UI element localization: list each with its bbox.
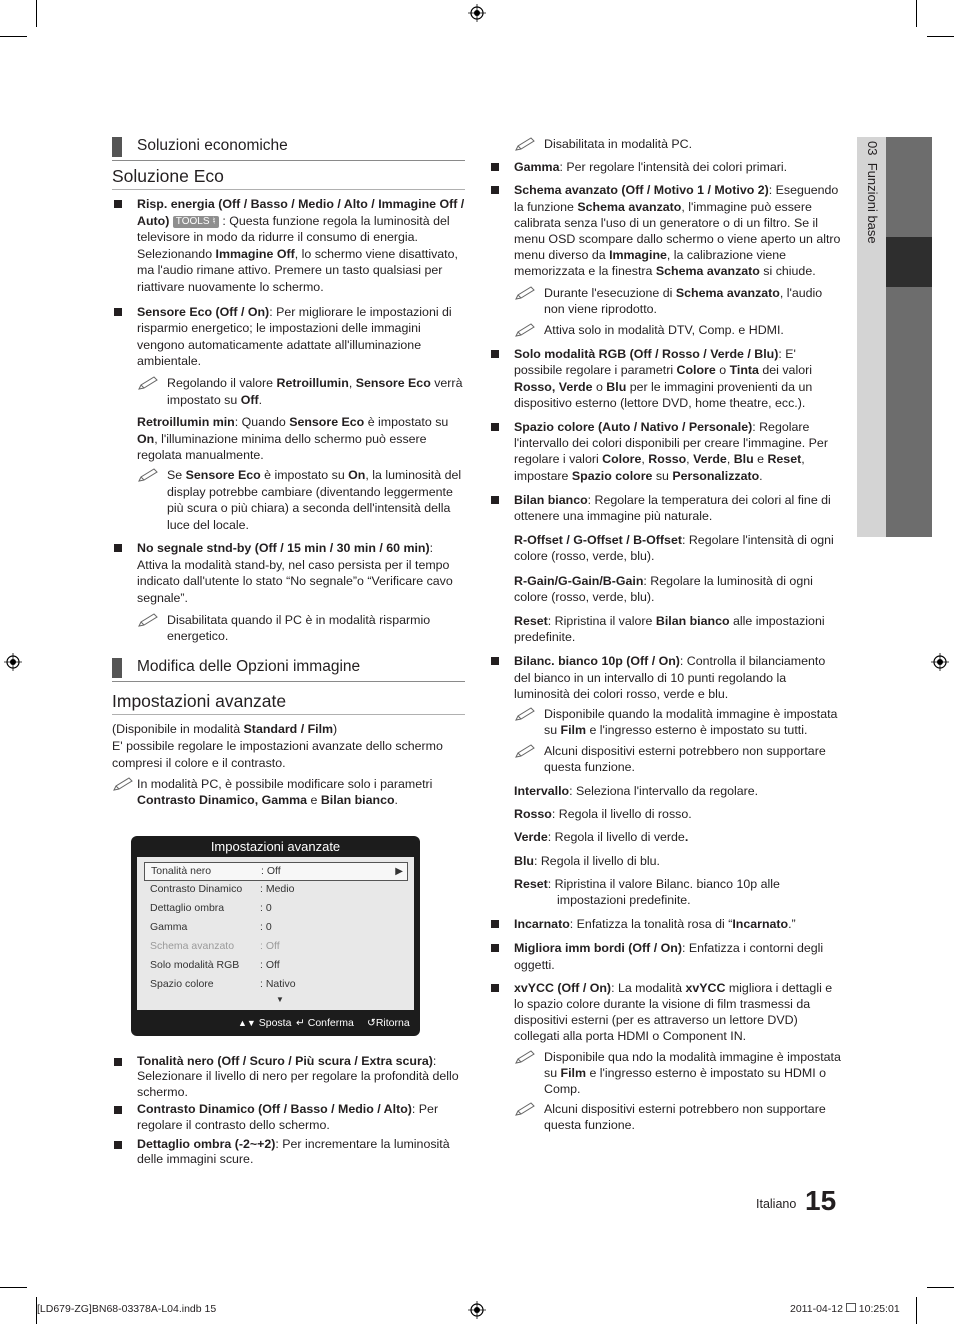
note: Attiva solo in modalità DTV, Comp. e HDMI. <box>514 322 843 338</box>
note: Durante l'esecuzione di Schema avanzato, l'audio non viene riprodotto. <box>514 285 843 317</box>
pencil-note-icon <box>137 467 161 483</box>
crop-mark <box>36 0 37 27</box>
section-heading: Soluzioni economiche <box>112 136 465 161</box>
osd-row-label: Contrasto Dinamico <box>150 883 243 895</box>
osd-row-selected[interactable] <box>144 862 408 881</box>
side-tab-dark <box>886 137 932 537</box>
right-column <box>489 136 843 1134</box>
osd-row-value: : Off <box>260 959 280 971</box>
bullet-item: Dettaglio ombra (-2~+2): Per incrementare la luminosità delle immagini scure. <box>112 1137 465 1168</box>
up-down-arrows-icon: ▲▼ <box>238 1018 256 1028</box>
bullet-item: Spazio colore (Auto / Nativo / Personale): Regolare l'intervallo dei colori disponibili per creare l'immagine. Per regolare i valori Colore, Rosso, Verde, Blu e Reset, impostare Spazio colore su Personalizzato. <box>489 419 843 484</box>
bullet-item: Bilanc. bianco 10p (Off / On): Controlla il bilanciamento del bianco in un intervallo di 10 punti regolando la luminosità dei colori rosso, verde e blu. <box>489 653 843 702</box>
osd-row[interactable] <box>144 881 406 898</box>
bullet-item: Migliora imm bordi (Off / On): Enfatizza i contorni degli oggetti. <box>489 940 843 972</box>
osd-row-value: : 0 <box>260 902 272 914</box>
osd-row-label: Dettaglio ombra <box>150 902 225 914</box>
crop-mark <box>916 1297 917 1324</box>
clock-icon <box>846 1303 856 1312</box>
chapter-side-tab <box>857 137 932 537</box>
pencil-note-icon <box>514 285 538 301</box>
osd-body <box>137 857 414 1010</box>
osd-row-disabled <box>144 938 406 955</box>
left-column <box>112 136 465 809</box>
note: Disabilitata in modalità PC. <box>514 136 843 152</box>
osd-row-value: : Medio <box>260 883 295 895</box>
note: Se Sensore Eco è impostato su On, la luminosità del display potrebbe cambiare (diventando leggermente più scura o più chiara) a seconda dell'intensità della luce del locale. <box>137 467 465 533</box>
paragraph: Reset: Ripristina il valore Bilanc. bianco 10p alle impostazioni predefinite. <box>514 876 780 907</box>
paragraph: Intervallo: Seleziona l'intervallo da regolare. <box>514 783 759 798</box>
osd-row-label: Schema avanzato <box>150 940 235 952</box>
paragraph: Blu: Regola il livello di blu. <box>514 853 661 868</box>
note: In modalità PC, è possibile modificare solo i parametri Contrasto Dinamico, Gamma e Bilan bianco. <box>112 776 465 809</box>
pencil-note-icon <box>137 612 161 628</box>
paragraph: (Disponibile in modalità Standard / Film) <box>112 721 338 736</box>
pencil-note-icon <box>514 743 538 759</box>
bullet-item: Sensore Eco (Off / On): Per migliorare le impostazioni di risparmio energetico; le impostazioni delle immagini vengono automaticamente adattate all'illuminazione ambientale. <box>112 304 465 370</box>
pencil-note-icon <box>514 136 538 152</box>
crop-mark <box>927 36 954 37</box>
bullet-item: Schema avanzato (Off / Motivo 1 / Motivo 2): Eseguendo la funzione Schema avanzato, l'immagine può essere calibrata senza l'uso di un generatore o di un filtro. Se il menu OSD scompare dallo schermo o viene aperto un altro menu diverso da Immagine, la calibrazione viene memorizzata e la finestra Schema avanzato si chiude. <box>489 182 843 279</box>
registration-mark-icon <box>4 653 22 671</box>
osd-row-label: Spazio colore <box>150 978 214 990</box>
osd-row-label: Tonalità nero <box>151 865 212 877</box>
page-number: 15 <box>805 1185 837 1216</box>
paragraph: R-Offset / G-Offset / B-Offset: Regolare l'intensità di ogni colore (rosso, verde, blu). <box>514 533 834 564</box>
arrow-down-icon: ▼ <box>276 995 284 1004</box>
tools-icon: TOOLS ♮ <box>173 216 219 228</box>
osd-title: Impostazioni avanzate <box>210 839 341 854</box>
pencil-note-icon <box>514 1049 538 1065</box>
arrow-right-icon: ▶ <box>395 866 403 877</box>
footer-language: Italiano <box>756 1197 797 1211</box>
print-slug: [LD679-ZG]BN68-03378A-L04.indb 15 <box>37 1303 217 1315</box>
osd-confirm-hint: ↵ Conferma <box>296 1017 354 1029</box>
note: Alcuni dispositivi esterni potrebbero non supportare questa funzione. <box>514 743 843 775</box>
osd-row-value: : 0 <box>260 921 272 933</box>
bullet-item: Bilan bianco: Regolare la temperatura dei colori al fine di ottenere una immagine più naturale. <box>489 492 843 524</box>
osd-row-value: : Off <box>260 940 280 952</box>
bullet-item: Contrasto Dinamico (Off / Basso / Medio / Alto): Per regolare il contrasto dello schermo. <box>112 1102 465 1133</box>
osd-row[interactable] <box>144 957 406 974</box>
bullet-item: Risp. energia (Off / Basso / Medio / Alto / Immagine Off / Auto) TOOLS ♮ : Questa funzione regola la luminosità del televisore in modo da ridurre il consumo di energia. Selezionando Immagine Off, lo schermo viene disattivato, ma l'audio rimane attivo. Premere un tasto qualsiasi per riattivare nuovamente lo schermo. <box>112 196 465 296</box>
subsection-heading: Impostazioni avanzate <box>112 690 465 715</box>
note: Disponibile qua ndo la modalità immagine è impostata su Film e l'ingresso esterno è impostato su HDMI o Comp. <box>514 1049 843 1098</box>
pencil-note-icon <box>137 375 161 391</box>
print-timestamp: 2011-04-12 10:25:01 <box>790 1303 900 1315</box>
osd-row[interactable] <box>144 900 406 917</box>
crop-mark <box>916 0 917 27</box>
note: Disponibile quando la modalità immagine è impostata su Film e l'ingresso esterno è impostato su tutti. <box>514 706 843 738</box>
bullet-item: Tonalità nero (Off / Scuro / Più scura / Extra scura): Selezionare il livello di nero per regolare la profondità dello schermo. <box>112 1054 465 1100</box>
paragraph: Verde: Regola il livello di verde. <box>514 830 689 845</box>
paragraph: Retroillumin min: Quando Sensore Eco è impostato su On, l'illuminazione minima dello schermo può essere regolata manualmente. <box>137 415 449 463</box>
registration-mark-icon <box>468 1301 486 1319</box>
osd-row-value: : Off <box>261 865 281 877</box>
crop-mark <box>927 1287 954 1288</box>
osd-row-label: Gamma <box>150 921 188 933</box>
paragraph: Reset: Ripristina il valore Bilan bianco alle impostazioni predefinite. <box>514 614 825 645</box>
pencil-note-icon <box>514 1101 538 1117</box>
section-heading: Modifica delle Opzioni immagine <box>112 657 465 682</box>
osd-row[interactable] <box>144 919 406 936</box>
pencil-note-icon <box>514 322 538 338</box>
pencil-note-icon <box>112 776 136 792</box>
osd-row[interactable] <box>144 976 406 993</box>
paragraph: E' possibile regolare le impostazioni avanzate dello schermo compresi il colore e il contrasto. <box>112 739 443 771</box>
crop-mark <box>0 36 27 37</box>
enter-icon: ↵ <box>296 1017 305 1029</box>
pencil-note-icon <box>514 706 538 722</box>
osd-row-value: : Nativo <box>260 978 296 990</box>
crop-mark <box>0 1287 27 1288</box>
left-column-lower <box>112 1054 465 1168</box>
chapter-label: 03 Funzioni base <box>865 141 880 244</box>
bullet-item: Incarnato: Enfatizza la tonalità rosa di “Incarnato.” <box>489 916 843 932</box>
bullet-item: Solo modalità RGB (Off / Rosso / Verde / Blu): E' possibile regolare i parametri Colore o Tinta dei valori Rosso, Verde o Blu per le immagini provenienti da un dispositivo esterno (lettore DVD, home theatre, ecc.). <box>489 346 843 411</box>
bullet-item: Gamma: Per regolare l'intensità dei colori primari. <box>489 159 843 175</box>
osd-footer <box>131 1013 420 1033</box>
note: Disabilitata quando il PC è in modalità risparmio energetico. <box>137 612 465 645</box>
paragraph: R-Gain/G-Gain/B-Gain: Regolare la luminosità di ogni colore (rosso, verde, blu). <box>514 573 813 604</box>
bullet-item: No segnale stnd-by (Off / 15 min / 30 min / 60 min): Attiva la modalità stand-by, nel caso persista per il tempo indicato dall'utente lo stato “No segnale”o “Verificare cavo segnale”. <box>112 540 465 606</box>
side-tab-current-marker <box>886 237 932 287</box>
osd-row-label: Solo modalità RGB <box>150 959 240 971</box>
registration-mark-icon <box>468 4 486 22</box>
osd-move-hint: ▲▼ Sposta <box>238 1017 292 1029</box>
osd-menu-advanced-settings <box>131 836 420 1036</box>
bullet-item: xvYCC (Off / On): La modalità xvYCC migliora i dettagli e lo spazio colore durante la visione di film trasmessi da dispositivi esterni (per es attraverso un lettore DVD) collegati alla porta HDMI o Component IN. <box>489 980 843 1045</box>
registration-mark-icon <box>931 653 949 671</box>
paragraph: Rosso: Regola il livello di rosso. <box>514 807 692 822</box>
note: Alcuni dispositivi esterni potrebbero non supportare questa funzione. <box>514 1101 843 1133</box>
note: Regolando il valore Retroillumin, Sensore Eco verrà impostato su Off. <box>137 375 465 408</box>
osd-return-hint: ↺Ritorna <box>367 1017 410 1029</box>
return-icon: ↺ <box>367 1017 376 1029</box>
subsection-heading: Soluzione Eco <box>112 165 465 190</box>
